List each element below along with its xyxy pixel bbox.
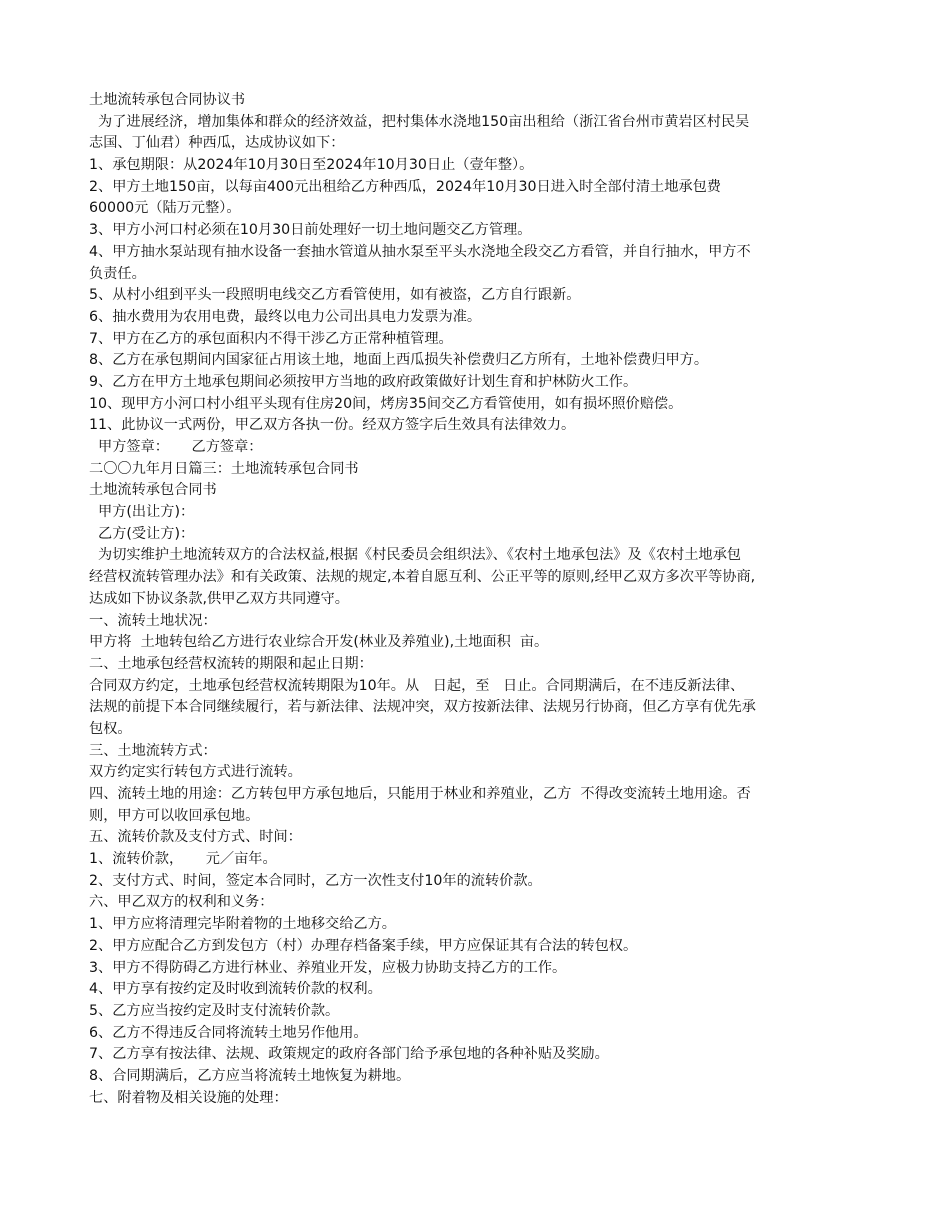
- section-body-line: 法规的前提下本合同继续履行，若与新法律、法规冲突，双方按新法律、法规另行协商，但乙方享有优先承: [89, 699, 756, 716]
- clause-line: 1、甲方应将清理完毕附着物的土地移交给乙方。: [89, 916, 396, 933]
- date-line: 二〇〇九年月日篇三：土地流转承包合同书: [89, 460, 359, 477]
- clause-line: 60000元（陆万元整）。: [89, 200, 241, 217]
- section-body-line: 则，甲方可以收回承包地。: [89, 807, 260, 824]
- section-heading: 一、流转土地状况：: [89, 612, 217, 629]
- preamble-line: 达成如下协议条款,供甲乙双方共同遵守。: [89, 590, 349, 607]
- clause-line: 2、支付方式、时间，签定本合同时，乙方一次性支付10年的流转价款。: [89, 872, 542, 889]
- section-body-line: 包权。: [89, 720, 132, 737]
- clause-line: 负责任。: [89, 265, 146, 282]
- clause-line: 2、甲方应配合乙方到发包方（村）办理存档备案手续，甲方应保证其有合法的转包权。: [89, 937, 638, 954]
- clause-line: 5、从村小组到平头一段照明电线交乙方看管使用，如有被盗，乙方自行跟新。: [89, 287, 581, 304]
- clause-line: 6、抽水费用为农用电费，最终以电力公司出具电力发票为准。: [89, 308, 482, 325]
- clause-line: 7、甲方在乙方的承包面积内不得干涉乙方正常种植管理。: [89, 330, 453, 347]
- intro-paragraph-line: 志国、丁仙君）种西瓜，达成协议如下：: [89, 135, 345, 152]
- section-body-line: 甲方将 土地转包给乙方进行农业综合开发(林业及养殖业),土地面积 亩。: [89, 634, 549, 651]
- clause-line: 8、乙方在承包期间内国家征占用该土地，地面上西瓜损失补偿费归乙方所有，土地补偿费归甲方。: [89, 352, 709, 369]
- clause-line: 9、乙方在甲方土地承包期间必须按甲方当地的政府政策做好计划生育和护林防火工作。: [89, 373, 638, 390]
- clause-line: 11、此协议一式两份，甲乙双方各执一份。经双方签字后生效具有法律效力。: [89, 417, 576, 434]
- party-b-line: 乙方(受让方)：: [89, 525, 195, 542]
- section-heading: 三、土地流转方式：: [89, 742, 217, 759]
- section-heading: 七、附着物及相关设施的处理：: [89, 1089, 288, 1106]
- clause-line: 7、乙方享有按法律、法规、政策规定的政府各部门给予承包地的各种补贴及奖励。: [89, 1046, 609, 1063]
- party-a-line: 甲方(出让方)：: [89, 504, 195, 521]
- preamble-line: 为切实维护土地流转双方的合法权益,根据《村民委员会组织法》、《农村土地承包法》及《农村土地承包: [89, 547, 741, 564]
- clause-line: 1、承包期限：从2024年10月30日至2024年10月30日止（壹年整）。: [89, 157, 534, 174]
- clause-line: 10、现甲方小河口村小组平头现有住房20间，烤房35间交乙方看管使用，如有损坏照价赔偿。: [89, 395, 683, 412]
- clause-line: 2、甲方土地150亩，以每亩400元出租给乙方种西瓜，2024年10月30日进入时全部付清土地承包费: [89, 178, 721, 195]
- clause-line: 3、甲方不得防碍乙方进行林业、养殖业开发，应极力协助支持乙方的工作。: [89, 959, 567, 976]
- section-heading: 四、流转土地的用途：乙方转包甲方承包地后，只能用于林业和养殖业，乙方 不得改变流转土地用途。否: [89, 786, 751, 802]
- section-body-line: 合同双方约定，土地承包经营权流转期限为10年。从 日起，至 日止。合同期满后，在不违反新法律、: [89, 677, 745, 694]
- section-body-line: 双方约定实行转包方式进行流转。: [89, 764, 302, 781]
- section-title: 土地流转承包合同书: [89, 482, 217, 499]
- preamble-line: 经营权流转管理办法》和有关政策、法规的规定,本着自愿互利、公正平等的原则,经甲乙双方多次平等协商,: [89, 569, 756, 586]
- section-heading: 五、流转价款及支付方式、时间：: [89, 829, 302, 846]
- intro-paragraph-line: 为了进展经济，增加集体和群众的经济效益，把村集体水浇地150亩出租给（浙江省台州市黄岩区村民吴: [89, 113, 750, 130]
- signature-line: 甲方签章： 乙方签章：: [89, 439, 263, 455]
- clause-line: 4、甲方享有按约定及时收到流转价款的权利。: [89, 981, 382, 998]
- clause-line: 5、乙方应当按约定及时支付流转价款。: [89, 1002, 340, 1019]
- clause-line: 1、流转价款， 元／亩年。: [89, 851, 277, 868]
- document-title: 土地流转承包合同协议书: [89, 92, 246, 108]
- section-heading: 二、土地承包经营权流转的期限和起止日期：: [89, 655, 373, 672]
- clause-line: 8、合同期满后，乙方应当将流转土地恢复为耕地。: [89, 1067, 411, 1084]
- clause-line: 4、甲方抽水泵站现有抽水设备一套抽水管道从抽水泵至平头水浇地全段交乙方看管，并自行抽水，甲方不: [89, 243, 751, 260]
- section-heading: 六、甲乙双方的权利和义务：: [89, 894, 274, 911]
- document-body: [89, 90, 861, 1109]
- clause-line: 6、乙方不得违反合同将流转土地另作他用。: [89, 1024, 368, 1041]
- clause-line: 3、甲方小河口村必须在10月30日前处理好一切土地问题交乙方管理。: [89, 222, 532, 239]
